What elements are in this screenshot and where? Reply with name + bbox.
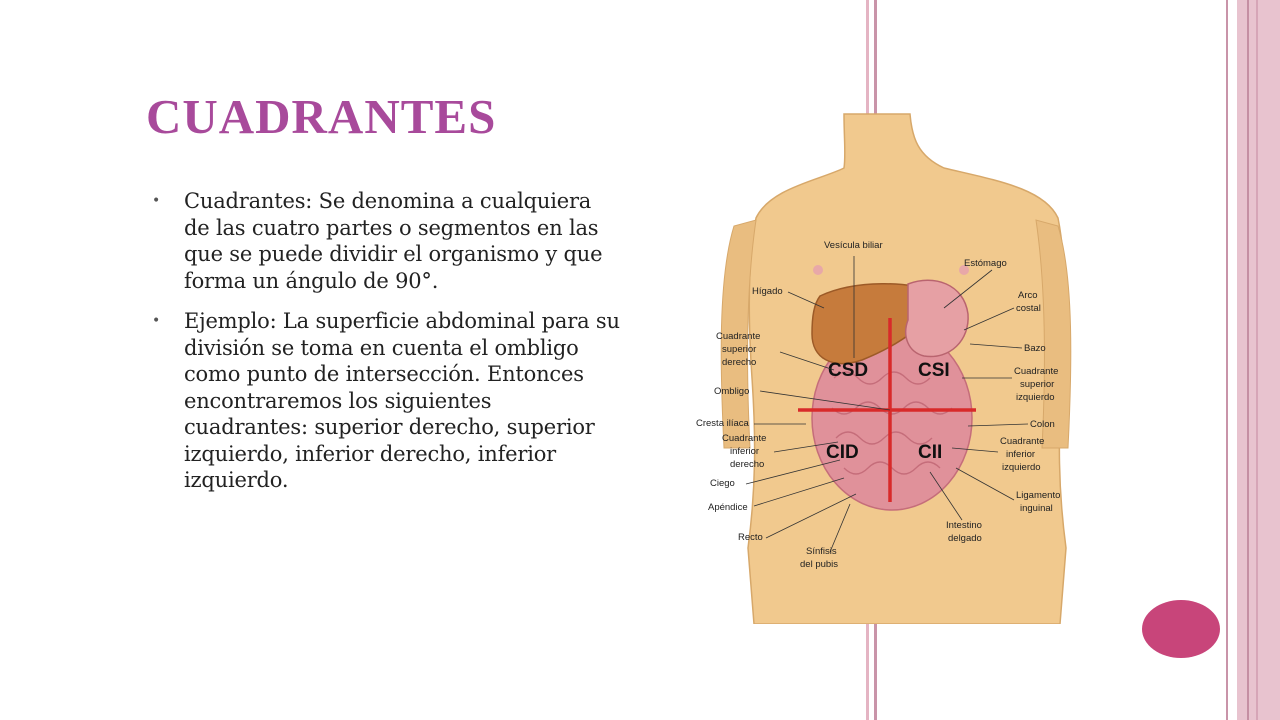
label-cid-3: derecho (730, 459, 765, 470)
label-estomago: Estómago (964, 258, 1007, 269)
label-cid-1: Cuadrante (722, 433, 767, 444)
right-edge-band (1237, 0, 1280, 720)
quadrant-label-csd: CSD (828, 360, 869, 381)
divider-rule-right-3 (1256, 0, 1258, 720)
bullet-dot-icon: • (152, 313, 161, 329)
label-cresta: Cresta ilíaca (696, 418, 749, 429)
bullet-item (150, 188, 620, 294)
label-recto: Recto (738, 532, 763, 543)
label-ligamento-2: inguinal (1020, 503, 1053, 514)
anatomy-illustration (694, 108, 1076, 624)
label-apendice: Apéndice (708, 502, 748, 513)
label-ombligo: Ombligo (714, 386, 750, 397)
label-sinfisis-1: Sínfisis (806, 546, 837, 557)
label-ligamento-1: Ligamento (1016, 490, 1061, 501)
label-csi-2: superior (1020, 379, 1055, 390)
label-higado: Hígado (752, 286, 783, 297)
divider-rule-right-1 (1226, 0, 1228, 720)
bullet-text-definition: Cuadrantes: Se denomina a cualquiera de las cuatro partes o segmentos en las que se puede dividir el organismo y que forma un ángulo de 90°. (184, 189, 603, 293)
abdominal-quadrants-figure (694, 108, 1076, 624)
label-csd-2: superior (722, 344, 757, 355)
label-cii-3: izquierdo (1002, 462, 1041, 473)
label-intestino-2: delgado (948, 533, 982, 544)
bullet-text-example: Ejemplo: La superficie abdominal para su división se toma en cuenta el ombligo como punto de intersección. Entonces encontraremos los siguientes cuadrantes: superior derecho, superior izquierdo, inferior derecho, inferior izquierdo. (184, 309, 620, 492)
label-csd-3: derecho (722, 357, 757, 368)
label-sinfisis-2: del pubis (800, 559, 839, 570)
label-intestino-1: Intestino (946, 520, 982, 531)
label-cii-1: Cuadrante (1000, 436, 1045, 447)
bullet-item (150, 308, 620, 494)
quadrant-label-cii: CII (918, 442, 943, 463)
label-bazo: Bazo (1024, 343, 1046, 354)
label-colon: Colon (1030, 419, 1055, 430)
label-ciego: Ciego (710, 478, 735, 489)
label-cii-2: inferior (1006, 449, 1036, 460)
label-csi-3: izquierdo (1016, 392, 1055, 403)
label-arco-1: Arco (1018, 290, 1038, 301)
quadrant-label-cid: CID (826, 442, 859, 463)
bullet-dot-icon: • (152, 193, 161, 209)
nipple-right (813, 265, 823, 275)
bullet-list (150, 188, 620, 508)
page-title: CUADRANTES (146, 89, 497, 144)
label-vesicula: Vesícula biliar (824, 240, 883, 251)
quadrant-label-csi: CSI (918, 360, 950, 381)
label-arco-2: costal (1016, 303, 1041, 314)
label-csi-1: Cuadrante (1014, 366, 1059, 377)
decorative-circle (1142, 600, 1220, 658)
label-cid-2: inferior (730, 446, 760, 457)
label-csd-1: Cuadrante (716, 331, 761, 342)
divider-rule-right-2 (1247, 0, 1249, 720)
